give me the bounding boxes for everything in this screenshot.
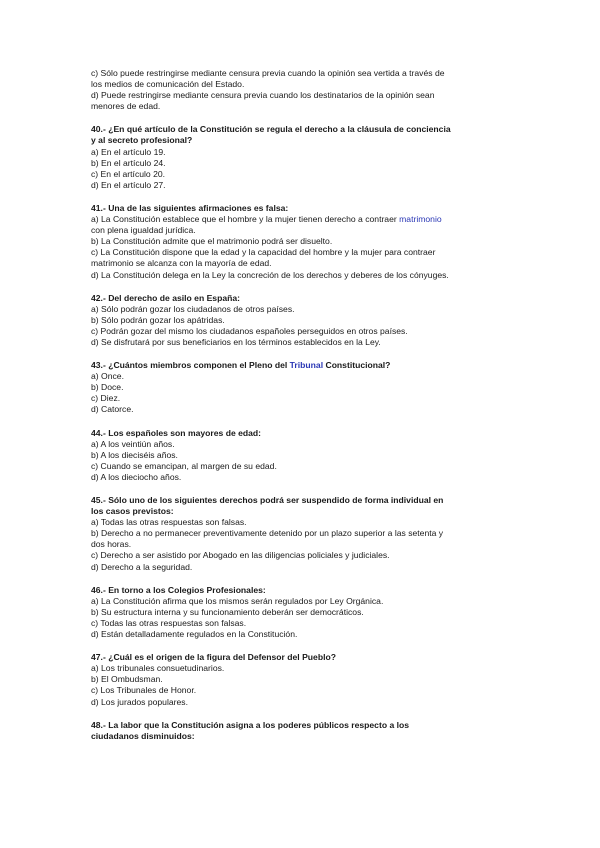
question-title: 46.- En torno a los Colegios Profesionales: [91, 584, 266, 595]
option-a: a) Todas las otras respuestas son falsas. [91, 517, 247, 528]
question-44 [91, 428, 511, 483]
document-page [91, 68, 511, 742]
question-title-text-end: Constitucional? [323, 360, 391, 371]
question-title: 47.- ¿Cuál es el origen de la figura del Defensor del Pueblo? [91, 652, 336, 663]
question-title-cont: ciudadanos disminuidos: [91, 730, 195, 741]
option-d: d) Derecho a la seguridad. [91, 561, 193, 572]
question-title: 48.- La labor que la Constitución asigna a los poderes públicos respecto a los [91, 719, 410, 730]
option-c: c) Cuando se emancipan, al margen de su edad. [91, 460, 277, 471]
option-a: a) La Constitución afirma que los mismos serán regulados por Ley Orgánica. [91, 595, 384, 606]
option-a: a) Sólo podrán gozar los ciudadanos de otros países. [91, 303, 295, 314]
option-c-line-1: c) Sólo puede restringirse mediante censura previa cuando la opinión sea vertida a través de [91, 68, 445, 78]
question-41 [91, 203, 511, 281]
previous-question-continuation [91, 68, 511, 112]
option-a-text: a) La Constitución establece que el hombre y la mujer tienen derecho a contraer [91, 214, 400, 225]
tribunal-link[interactable]: Tribunal [289, 360, 324, 371]
option-a-cont: con plena igualdad jurídica. [91, 225, 196, 236]
option-b: b) El Ombudsman. [91, 674, 163, 685]
option-c: c) Diez. [91, 393, 121, 404]
matrimonio-link[interactable]: matrimonio [399, 214, 442, 225]
question-title: 44.- Los españoles son mayores de edad: [91, 427, 262, 438]
option-d: d) La Constitución delega en la Ley la concreción de los derechos y deberes de los cónyuges. [91, 269, 449, 280]
option-d: d) Se disfrutará por sus beneficiarios en los términos establecidos en la Ley. [91, 336, 381, 347]
question-title-cont: los casos previstos: [91, 506, 174, 517]
option-c-cont: matrimonio se alcanza con la mayoría de edad. [91, 258, 272, 269]
option-c: c) Todas las otras respuestas son falsas. [91, 617, 247, 628]
question-title: 41.- Una de las siguientes afirmaciones es falsa: [91, 202, 289, 213]
option-c: c) Derecho a ser asistido por Abogado en las diligencias policiales y judiciales. [91, 550, 390, 561]
question-42 [91, 293, 511, 348]
option-d: d) Los jurados populares. [91, 696, 188, 707]
option-b: b) Su estructura interna y su funcionamiento deberán ser democráticos. [91, 606, 364, 617]
option-b: b) Derecho a no permanecer preventivamente detenido por un plazo superior a las setenta y [91, 528, 444, 539]
option-d-line-2: menores de edad. [91, 101, 161, 112]
question-title: 40.- ¿En qué artículo de la Constitución se regula el derecho a la cláusula de conciencia [91, 124, 451, 135]
option-b: b) Sólo podrán gozar los apátridas. [91, 314, 225, 325]
option-b-cont: dos horas. [91, 539, 132, 550]
question-46 [91, 585, 511, 640]
option-b: b) En el artículo 24. [91, 157, 166, 168]
option-b: b) La Constitución admite que el matrimonio podrá ser disuelto. [91, 236, 333, 247]
question-47 [91, 652, 511, 707]
question-48 [91, 720, 511, 742]
question-title-text: 43.- ¿Cuántos miembros componen el Pleno del [91, 360, 290, 371]
question-title-cont: y al secreto profesional? [91, 135, 193, 146]
question-43 [91, 360, 511, 415]
option-d: d) A los dieciocho años. [91, 471, 182, 482]
option-d: d) Catorce. [91, 404, 134, 415]
option-c: c) Los Tribunales de Honor. [91, 685, 197, 696]
option-c-line-2: los medios de comunicación del Estado. [91, 79, 245, 90]
option-a: a) A los veintiún años. [91, 438, 175, 449]
option-c: c) La Constitución dispone que la edad y la capacidad del hombre y la mujer para contraer [91, 247, 436, 258]
option-d: d) Están detalladamente regulados en la Constitución. [91, 629, 298, 640]
option-a: a) Once. [91, 371, 124, 382]
question-45 [91, 495, 511, 573]
question-40 [91, 124, 511, 191]
option-b: b) A los dieciséis años. [91, 449, 178, 460]
option-c: c) En el artículo 20. [91, 168, 166, 179]
question-title: 42.- Del derecho de asilo en España: [91, 292, 241, 303]
option-b: b) Doce. [91, 382, 124, 393]
question-title: 45.- Sólo uno de los siguientes derechos podrá ser suspendido de forma individual en [91, 495, 444, 505]
option-a: a) Los tribunales consuetudinarios. [91, 663, 225, 674]
option-a: a) En el artículo 19. [91, 146, 166, 157]
option-a [91, 214, 511, 225]
option-d: d) En el artículo 27. [91, 179, 166, 190]
option-d-line-1: d) Puede restringirse mediante censura previa cuando los destinatarios de la opinión sean [91, 90, 435, 101]
question-title [91, 360, 511, 371]
option-c: c) Podrán gozar del mismo los ciudadanos españoles perseguidos en otros países. [91, 325, 408, 336]
